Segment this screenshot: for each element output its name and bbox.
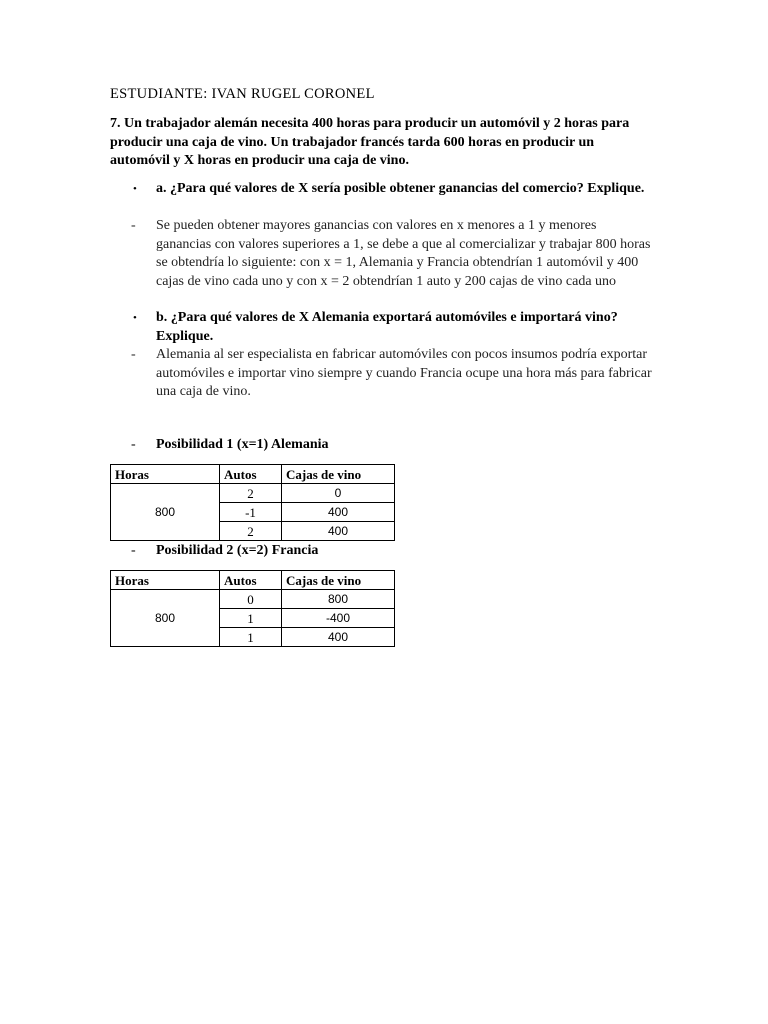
header-cajas: Cajas de vino bbox=[282, 571, 395, 590]
hours-cell: 800 bbox=[111, 590, 220, 647]
possibility-2-title: Posibilidad 2 (x=2) Francia bbox=[156, 543, 319, 558]
cajas-cell: 0 bbox=[282, 484, 395, 503]
problem-statement: 7. Un trabajador alemán necesita 400 horas para producir un automóvil y 2 horas para producir una caja de vino. Un trabajador francés tarda 600 horas en producir un automóvil y X horas en producir una caja de vino. bbox=[110, 116, 630, 168]
possibility-1-title: Posibilidad 1 (x=1) Alemania bbox=[156, 437, 329, 452]
question-b-text: b. ¿Para qué valores de X Alemania exportará automóviles e importará vino? Explique. bbox=[156, 310, 618, 344]
question-a bbox=[110, 180, 655, 199]
question-b bbox=[110, 309, 655, 346]
autos-cell: 2 bbox=[220, 484, 282, 503]
table-header-row bbox=[111, 465, 395, 484]
cajas-cell: 800 bbox=[282, 590, 395, 609]
table-row bbox=[111, 484, 395, 503]
answer-a bbox=[110, 217, 655, 291]
header-autos: Autos bbox=[220, 465, 282, 484]
autos-cell: 2 bbox=[220, 522, 282, 541]
hours-cell: 800 bbox=[111, 484, 220, 541]
dash-marker: - bbox=[131, 347, 136, 362]
cajas-cell: 400 bbox=[282, 503, 395, 522]
table-row bbox=[111, 590, 395, 609]
possibility-2-table bbox=[110, 570, 395, 647]
autos-cell: 1 bbox=[220, 628, 282, 647]
cajas-cell: 400 bbox=[282, 628, 395, 647]
dash-marker: - bbox=[131, 218, 136, 233]
cajas-cell: 400 bbox=[282, 522, 395, 541]
header-cajas: Cajas de vino bbox=[282, 465, 395, 484]
possibility-1-heading bbox=[110, 436, 655, 455]
cajas-cell: -400 bbox=[282, 609, 395, 628]
dash-marker: - bbox=[131, 543, 136, 558]
autos-cell: 0 bbox=[220, 590, 282, 609]
bullet-icon: • bbox=[133, 312, 137, 324]
header-autos: Autos bbox=[220, 571, 282, 590]
answer-b-text: Alemania al ser especialista en fabricar automóviles con pocos insumos podría exportar automóviles e importar vino siempre y cuando Francia ocupe una hora más para fabricar una caja de vino. bbox=[156, 347, 652, 399]
question-a-text: a. ¿Para qué valores de X sería posible obtener ganancias del comercio? Explique. bbox=[156, 181, 645, 196]
answer-a-text: Se pueden obtener mayores ganancias con valores en x menores a 1 y menores ganancias con valores superiores a 1, se debe a que al comercializar y trabajar 800 horas se obtendría lo siguiente: con x = 1, Alemania y Francia obtendrían 1 automóvil y 400 cajas de vino cada uno y con x = 2 obtendrían 1 auto y 200 cajas de vino cada uno bbox=[156, 218, 651, 289]
autos-cell: 1 bbox=[220, 609, 282, 628]
dash-marker: - bbox=[131, 437, 136, 452]
table-header-row bbox=[111, 571, 395, 590]
header-horas: Horas bbox=[111, 571, 220, 590]
possibility-2-heading bbox=[110, 542, 655, 561]
bullet-icon: • bbox=[133, 183, 137, 195]
student-name: ESTUDIANTE: IVAN RUGEL CORONEL bbox=[110, 86, 375, 102]
autos-cell: -1 bbox=[220, 503, 282, 522]
possibility-1-table bbox=[110, 464, 395, 541]
answer-b bbox=[110, 346, 655, 402]
header-horas: Horas bbox=[111, 465, 220, 484]
